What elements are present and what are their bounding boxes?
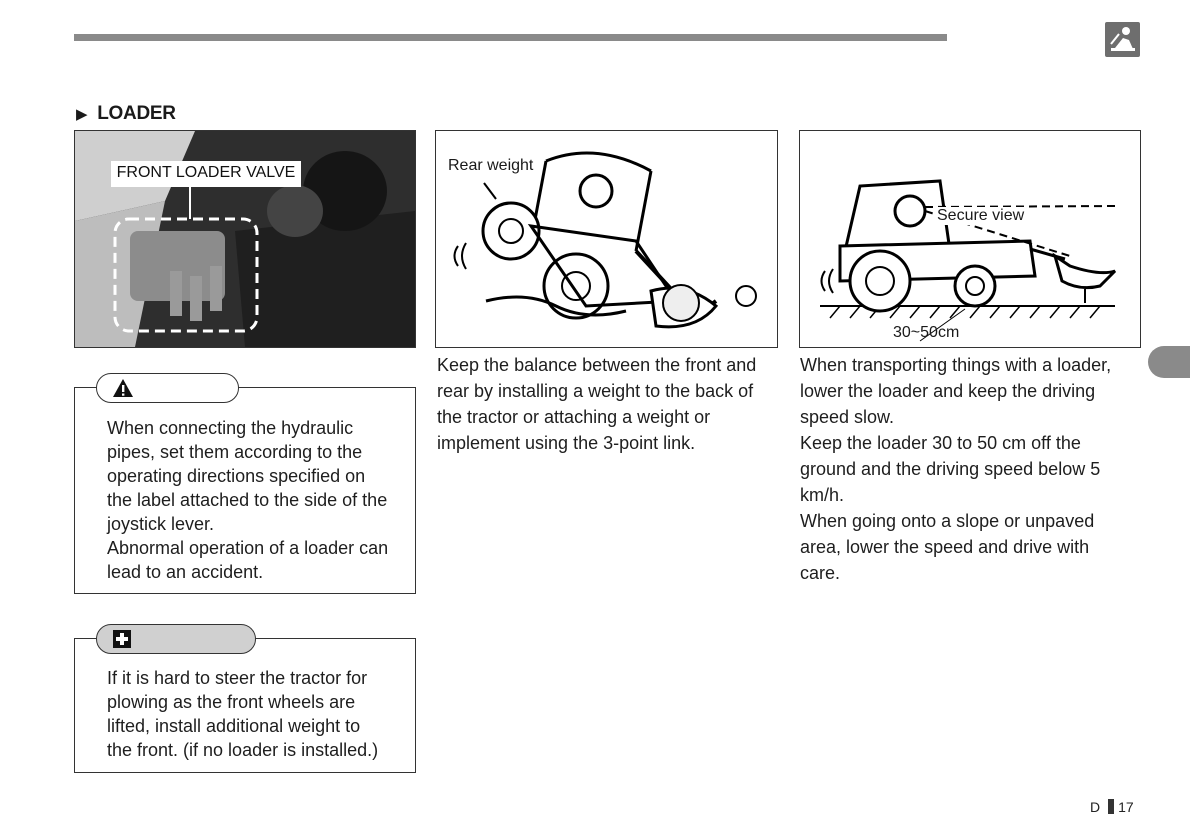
footer-section: D: [1090, 799, 1101, 815]
triangle-right-icon: ▶: [76, 106, 88, 123]
height-range-label: 30~50cm: [893, 324, 960, 341]
rear-weight-label: Rear weight: [448, 157, 534, 174]
tip-text: If it is hard to steer the tractor for plowing as the front wheels are lifted, install additional weight to the front. (if no loader is installed.): [107, 668, 379, 760]
header-rule: [74, 34, 947, 41]
chapter-side-tab: [1148, 346, 1190, 378]
warning-header-pill: [96, 373, 239, 403]
transport-illustration: [799, 130, 1141, 348]
balance-instructions: Keep the balance between the front and rear by installing a weight to the back of the tractor or attaching a weight or implement using the 3-point link.: [437, 355, 757, 453]
front-loader-valve-photo: [74, 130, 416, 348]
secure-view-label: Secure view: [937, 207, 1025, 224]
tip-header-pill: [96, 624, 256, 654]
rear-weight-illustration: [435, 130, 778, 348]
footer-divider: [1108, 799, 1114, 814]
warning-triangle-icon: [112, 378, 134, 398]
page-footer: [1090, 799, 1134, 815]
page-number: 17: [1118, 799, 1134, 815]
section-title: ▶ LOADER: [76, 103, 176, 124]
warning-text: When connecting the hydraulic pipes, set them according to the operating directions specified on the label attached to the side of the joystick lever. Abnormal operation of a loader can lead to an accident.: [107, 418, 389, 582]
transport-instructions: When transporting things with a loader, lower the loader and keep the driving speed slow. Keep the loader 30 to 50 cm off the ground and the driving speed below 5 km/h. When going onto a slope or unpaved area, lower the speed and drive with care.: [800, 355, 1112, 583]
photo-label: FRONT LOADER VALVE: [116, 164, 296, 181]
first-aid-cross-icon: [113, 630, 131, 648]
operator-safety-icon: [1105, 22, 1140, 57]
